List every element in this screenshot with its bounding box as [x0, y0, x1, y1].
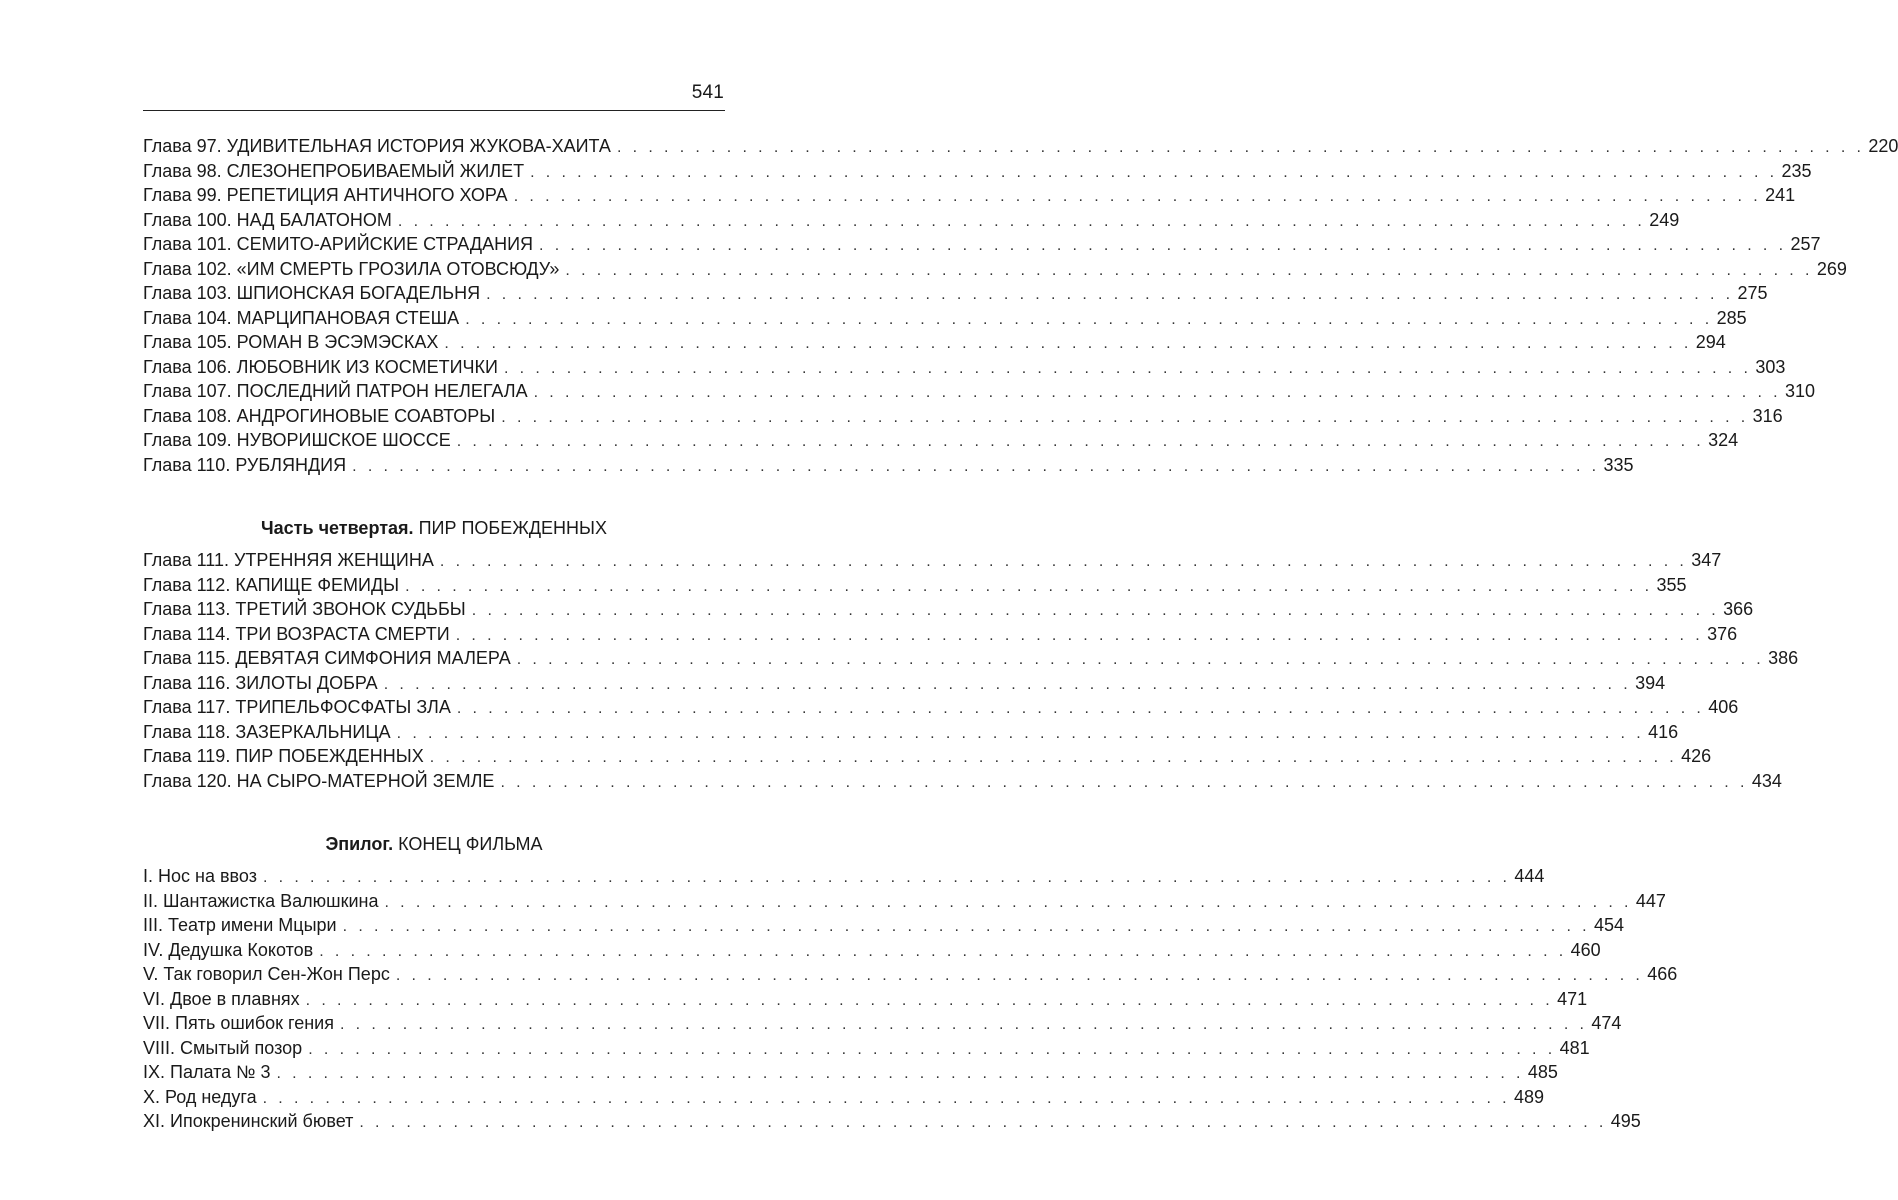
- toc-entry-page: 257: [1790, 234, 1821, 254]
- toc-entry: [143, 962, 1678, 987]
- toc-entry-title: Глава 117. ТРИПЕЛЬФОСФАТЫ ЗЛА: [143, 697, 451, 717]
- toc-entry: [143, 183, 1796, 208]
- toc-entry: [143, 404, 1783, 429]
- dot-leader: . . . . . . . . . . . . . . . . . . . . . . . . . . . . . . . . . . . . . . . . . . . . . . . . . . . . . . . . . . . . . . . . . . . . . . . . . . . . . . . .: [305, 991, 1554, 1009]
- dot-leader: . . . . . . . . . . . . . . . . . . . . . . . . . . . . . . . . . . . . . . . . . . . . . . . . . . . . . . . . . . . . . . . . . . . . . . . . . . . . . . . .: [262, 1089, 1510, 1107]
- toc-entry-title: Глава 98. СЛЕЗОНЕПРОБИВАЕМЫЙ ЖИЛЕТ: [143, 160, 525, 181]
- toc-entry-page: 454: [1594, 915, 1625, 935]
- section-label: Эпилог.: [325, 834, 394, 854]
- toc-entry-page: 269: [1816, 258, 1847, 279]
- dot-leader: . . . . . . . . . . . . . . . . . . . . . . . . . . . . . . . . . . . . . . . . . . . . . . . . . . . . . . . . . . . . . . . . . . . . . . . . . . . . . . . .: [465, 310, 1713, 328]
- toc-entry-title: Глава 104. МАРЦИПАНОВАЯ СТЕША: [143, 307, 460, 328]
- toc-section-part4: [143, 548, 1799, 793]
- toc-entry-title: VII. Пять ошибок гения: [143, 1013, 334, 1033]
- toc-entry: [143, 1011, 1622, 1036]
- toc-entry-page: 220: [1868, 136, 1898, 156]
- toc-entry: [143, 330, 1726, 355]
- dot-leader: . . . . . . . . . . . . . . . . . . . . . . . . . . . . . . . . . . . . . . . . . . . . . . . . . . . . . . . . . . . . . . . . . . . . . . . . . . . . . . . .: [429, 749, 1678, 766]
- toc-entry-page: 355: [1656, 574, 1687, 595]
- dot-leader: . . . . . . . . . . . . . . . . . . . . . . . . . . . . . . . . . . . . . . . . . . . . . . . . . . . . . . . . . . . . . . . . . . . . . . . . . . . . . . . .: [455, 626, 1704, 644]
- dot-leader: . . . . . . . . . . . . . . . . . . . . . . . . . . . . . . . . . . . . . . . . . . . . . . . . . . . . . . . . . . . . . . . . . . . . . . . . . . . . . . . .: [276, 1065, 1524, 1082]
- dot-leader: . . . . . . . . . . . . . . . . . . . . . . . . . . . . . . . . . . . . . . . . . . . . . . . . . . . . . . . . . . . . . . . . . . . . . . . . . . . . . . . .: [565, 261, 1813, 279]
- toc-entry-title: V. Так говорил Сен-Жон Перс: [143, 964, 390, 984]
- dot-leader: . . . . . . . . . . . . . . . . . . . . . . . . . . . . . . . . . . . . . . . . . . . . . . . . . . . . . . . . . . . . . . . . . . . . . . . . . . . . . . . .: [456, 433, 1705, 450]
- toc-entry-page: 460: [1570, 939, 1601, 960]
- toc-entry-page: 275: [1737, 283, 1768, 303]
- dot-leader: . . . . . . . . . . . . . . . . . . . . . . . . . . . . . . . . . . . . . . . . . . . . . . . . . . . . . . . . . . . . . . . . . . . . . . . . . . . . . . . .: [439, 553, 1688, 570]
- toc-entry-page: 474: [1591, 1013, 1622, 1033]
- dot-leader: . . . . . . . . . . . . . . . . . . . . . . . . . . . . . . . . . . . . . . . . . . . . . . . . . . . . . . . . . . . . . . . . . . . . . . . . . . . . . . . .: [500, 773, 1748, 791]
- toc-entry: [143, 573, 1687, 598]
- toc-entry-title: III. Театр имени Мцыри: [143, 915, 337, 935]
- toc-entry-page: 426: [1681, 746, 1712, 766]
- toc-entry-page: 316: [1752, 405, 1783, 426]
- toc-entry: [143, 1085, 1545, 1110]
- dot-leader: . . . . . . . . . . . . . . . . . . . . . . . . . . . . . . . . . . . . . . . . . . . . . . . . . . . . . . . . . . . . . . . . . . . . . . . . . . . . . . . .: [339, 1016, 1588, 1033]
- toc-entry: [143, 622, 1738, 647]
- toc-entry-title: VI. Двое в плавнях: [143, 988, 300, 1009]
- toc-entry-page: 303: [1755, 356, 1786, 377]
- toc-entry: [143, 355, 1786, 380]
- toc-section-part3-end: [143, 134, 1898, 477]
- toc-entry-title: Глава 112. КАПИЩЕ ФЕМИДЫ: [143, 574, 400, 595]
- dot-leader: . . . . . . . . . . . . . . . . . . . . . . . . . . . . . . . . . . . . . . . . . . . . . . . . . . . . . . . . . . . . . . . . . . . . . . . . . . . . . . . .: [456, 700, 1705, 717]
- toc-entry-title: Глава 114. ТРИ ВОЗРАСТА СМЕРТИ: [143, 623, 450, 644]
- toc-entry-title: Глава 118. ЗАЗЕРКАЛЬНИЦА: [143, 721, 391, 742]
- section-heading-epilogue: [143, 832, 725, 856]
- toc-entry: [143, 744, 1712, 769]
- toc-entry-title: Глава 116. ЗИЛОТЫ ДОБРА: [143, 672, 378, 693]
- toc-entry-page: 335: [1603, 454, 1634, 475]
- toc-entry-title: VIII. Смытый позор: [143, 1037, 303, 1058]
- dot-leader: . . . . . . . . . . . . . . . . . . . . . . . . . . . . . . . . . . . . . . . . . . . . . . . . . . . . . . . . . . . . . . . . . . . . . . . . . . . . . . . .: [308, 1040, 1556, 1058]
- toc-entry: [143, 257, 1847, 282]
- toc-entry-page: 394: [1635, 672, 1666, 693]
- toc-entry-page: 366: [1723, 599, 1754, 619]
- toc-entry-page: 466: [1647, 964, 1678, 984]
- toc-entry-title: X. Род недуга: [143, 1086, 257, 1107]
- toc-entry-page: 406: [1708, 697, 1739, 717]
- section-title: КОНЕЦ ФИЛЬМА: [398, 834, 543, 854]
- toc-entry-title: Глава 103. ШПИОНСКАЯ БОГАДЕЛЬНЯ: [143, 283, 481, 303]
- dot-leader: . . . . . . . . . . . . . . . . . . . . . . . . . . . . . . . . . . . . . . . . . . . . . . . . . . . . . . . . . . . . . . . . . . . . . . . . . . . . . . . .: [513, 188, 1762, 205]
- dot-leader: . . . . . . . . . . . . . . . . . . . . . . . . . . . . . . . . . . . . . . . . . . . . . . . . . . . . . . . . . . . . . . . . . . . . . . . . . . . . . . . .: [444, 335, 1692, 352]
- dot-leader: . . . . . . . . . . . . . . . . . . . . . . . . . . . . . . . . . . . . . . . . . . . . . . . . . . . . . . . . . . . . . . . . . . . . . . . . . . . . . . . .: [405, 577, 1653, 595]
- toc-entry: [143, 913, 1625, 938]
- dot-leader: . . . . . . . . . . . . . . . . . . . . . . . . . . . . . . . . . . . . . . . . . . . . . . . . . . . . . . . . . . . . . . . . . . . . . . . . . . . . . . . .: [262, 869, 1511, 886]
- dot-leader: . . . . . . . . . . . . . . . . . . . . . . . . . . . . . . . . . . . . . . . . . . . . . . . . . . . . . . . . . . . . . . . . . . . . . . . . . . . . . . . .: [396, 724, 1645, 742]
- toc-entry-title: Глава 99. РЕПЕТИЦИЯ АНТИЧНОГО ХОРА: [143, 185, 508, 205]
- toc-entry: [143, 864, 1545, 889]
- toc-entry-page: 489: [1514, 1086, 1545, 1107]
- dot-leader: . . . . . . . . . . . . . . . . . . . . . . . . . . . . . . . . . . . . . . . . . . . . . . . . . . . . . . . . . . . . . . . . . . . . . . . . . . . . . . . .: [471, 602, 1720, 619]
- toc-entry-title: Глава 102. «ИМ СМЕРТЬ ГРОЗИЛА ОТОВСЮДУ»: [143, 258, 560, 279]
- dot-leader: . . . . . . . . . . . . . . . . . . . . . . . . . . . . . . . . . . . . . . . . . . . . . . . . . . . . . . . . . . . . . . . . . . . . . . . . . . . . . . . .: [516, 651, 1765, 668]
- dot-leader: . . . . . . . . . . . . . . . . . . . . . . . . . . . . . . . . . . . . . . . . . . . . . . . . . . . . . . . . . . . . . . . . . . . . . . . . . . . . . . . .: [503, 359, 1752, 377]
- toc-entry-page: 481: [1559, 1037, 1590, 1058]
- toc-entry: [143, 987, 1588, 1012]
- toc-entry-page: 434: [1751, 770, 1782, 791]
- toc-entry-title: Глава 113. ТРЕТИЙ ЗВОНОК СУДЬБЫ: [143, 599, 466, 619]
- toc-entry: [143, 306, 1747, 331]
- toc-entry-page: 471: [1557, 988, 1588, 1009]
- toc-entry: [143, 548, 1722, 573]
- toc-entry-page: 376: [1707, 623, 1738, 644]
- toc-entry: [143, 720, 1679, 745]
- dot-leader: . . . . . . . . . . . . . . . . . . . . . . . . . . . . . . . . . . . . . . . . . . . . . . . . . . . . . . . . . . . . . . . . . . . . . . . . . . . . . . . .: [319, 942, 1567, 960]
- toc-entry: [143, 159, 1812, 184]
- dot-leader: . . . . . . . . . . . . . . . . . . . . . . . . . . . . . . . . . . . . . . . . . . . . . . . . . . . . . . . . . . . . . . . . . . . . . . . . . . . . . . . .: [342, 918, 1591, 935]
- toc-entry-page: 447: [1635, 890, 1666, 911]
- dot-leader: . . . . . . . . . . . . . . . . . . . . . . . . . . . . . . . . . . . . . . . . . . . . . . . . . . . . . . . . . . . . . . . . . . . . . . . . . . . . . . . .: [616, 139, 1865, 156]
- toc-entry-title: Глава 107. ПОСЛЕДНИЙ ПАТРОН НЕЛЕГАЛА: [143, 381, 528, 401]
- dot-leader: . . . . . . . . . . . . . . . . . . . . . . . . . . . . . . . . . . . . . . . . . . . . . . . . . . . . . . . . . . . . . . . . . . . . . . . . . . . . . . . .: [352, 457, 1600, 475]
- toc-entry: [143, 1060, 1558, 1085]
- toc-entry-page: 416: [1648, 721, 1679, 742]
- toc-entry: [143, 646, 1799, 671]
- toc-entry-title: IX. Палата № 3: [143, 1062, 271, 1082]
- toc-entry: [143, 1036, 1590, 1061]
- toc-entry: [143, 379, 1816, 404]
- toc-entry: [143, 428, 1739, 453]
- toc-entry: [143, 769, 1782, 794]
- toc-entry-title: Глава 110. РУБЛЯНДИЯ: [143, 454, 347, 475]
- toc-entry-title: Глава 119. ПИР ПОБЕЖДЕННЫХ: [143, 746, 424, 766]
- toc-entry-page: 386: [1768, 648, 1799, 668]
- toc-entry: [143, 232, 1821, 257]
- toc-entry-title: Глава 105. РОМАН В ЭСЭМЭСКАХ: [143, 332, 439, 352]
- dot-leader: . . . . . . . . . . . . . . . . . . . . . . . . . . . . . . . . . . . . . . . . . . . . . . . . . . . . . . . . . . . . . . . . . . . . . . . . . . . . . . . .: [383, 675, 1632, 693]
- toc-entry-title: Глава 109. НУВОРИШСКОЕ ШОССЕ: [143, 430, 451, 450]
- toc-entry-page: 310: [1785, 381, 1816, 401]
- dot-leader: . . . . . . . . . . . . . . . . . . . . . . . . . . . . . . . . . . . . . . . . . . . . . . . . . . . . . . . . . . . . . . . . . . . . . . . . . . . . . . . .: [530, 163, 1778, 181]
- toc-entry-title: Глава 97. УДИВИТЕЛЬНАЯ ИСТОРИЯ ЖУКОВА-ХАИТА: [143, 136, 611, 156]
- toc-entry: [143, 597, 1754, 622]
- dot-leader: . . . . . . . . . . . . . . . . . . . . . . . . . . . . . . . . . . . . . . . . . . . . . . . . . . . . . . . . . . . . . . . . . . . . . . . . . . . . . . . .: [501, 408, 1749, 426]
- dot-leader: . . . . . . . . . . . . . . . . . . . . . . . . . . . . . . . . . . . . . . . . . . . . . . . . . . . . . . . . . . . . . . . . . . . . . . . . . . . . . . . .: [384, 893, 1632, 911]
- toc-entry: [143, 1109, 1641, 1134]
- section-title: ПИР ПОБЕЖДЕННЫХ: [418, 518, 607, 538]
- toc-entry: [143, 671, 1666, 696]
- toc-entry-title: Глава 108. АНДРОГИНОВЫЕ СОАВТОРЫ: [143, 405, 496, 426]
- section-label: Часть четвертая.: [261, 518, 414, 538]
- toc-entry-page: 495: [1610, 1111, 1641, 1131]
- toc-entry-page: 241: [1765, 185, 1796, 205]
- dot-leader: . . . . . . . . . . . . . . . . . . . . . . . . . . . . . . . . . . . . . . . . . . . . . . . . . . . . . . . . . . . . . . . . . . . . . . . . . . . . . . . .: [359, 1114, 1607, 1131]
- toc-entry-page: 347: [1691, 550, 1722, 570]
- toc-entry-title: Глава 120. НА СЫРО-МАТЕРНОЙ ЗЕМЛЕ: [143, 770, 495, 791]
- page-number: 541: [691, 82, 724, 103]
- toc-entry-title: Глава 111. УТРЕННЯЯ ЖЕНЩИНА: [143, 550, 434, 570]
- toc-entry: [143, 208, 1680, 233]
- toc-entry-title: XI. Ипокренинский бювет: [143, 1111, 354, 1131]
- toc-entry: [143, 889, 1666, 914]
- dot-leader: . . . . . . . . . . . . . . . . . . . . . . . . . . . . . . . . . . . . . . . . . . . . . . . . . . . . . . . . . . . . . . . . . . . . . . . . . . . . . . . .: [533, 384, 1782, 401]
- header-rule: [143, 110, 725, 111]
- toc-entry-page: 324: [1708, 430, 1739, 450]
- toc-entry-title: Глава 115. ДЕВЯТАЯ СИМФОНИЯ МАЛЕРА: [143, 648, 511, 668]
- toc-entry: [143, 695, 1739, 720]
- toc-entry-title: IV. Дедушка Кокотов: [143, 939, 314, 960]
- toc-entry: [143, 938, 1601, 963]
- toc-entry-page: 235: [1781, 160, 1812, 181]
- toc-entry: [143, 281, 1768, 306]
- toc-section-epilogue: [143, 864, 1678, 1134]
- toc-entry: [143, 453, 1634, 478]
- toc-entry-title: II. Шантажистка Валюшкина: [143, 890, 379, 911]
- section-heading-part4: [143, 516, 725, 540]
- dot-leader: . . . . . . . . . . . . . . . . . . . . . . . . . . . . . . . . . . . . . . . . . . . . . . . . . . . . . . . . . . . . . . . . . . . . . . . . . . . . . . . .: [486, 286, 1734, 303]
- dot-leader: . . . . . . . . . . . . . . . . . . . . . . . . . . . . . . . . . . . . . . . . . . . . . . . . . . . . . . . . . . . . . . . . . . . . . . . . . . . . . . . .: [395, 967, 1644, 984]
- toc-entry-page: 249: [1649, 209, 1680, 230]
- table-of-contents: [143, 134, 1898, 1134]
- toc-entry: [143, 134, 1898, 159]
- toc-entry-title: I. Нос на ввоз: [143, 866, 257, 886]
- dot-leader: . . . . . . . . . . . . . . . . . . . . . . . . . . . . . . . . . . . . . . . . . . . . . . . . . . . . . . . . . . . . . . . . . . . . . . . . . . . . . . . .: [397, 212, 1646, 230]
- toc-entry-page: 485: [1527, 1062, 1558, 1082]
- toc-entry-page: 294: [1695, 332, 1726, 352]
- toc-entry-title: Глава 100. НАД БАЛАТОНОМ: [143, 209, 392, 230]
- toc-entry-title: Глава 101. СЕМИТО-АРИЙСКИЕ СТРАДАНИЯ: [143, 234, 534, 254]
- toc-entry-page: 444: [1514, 866, 1545, 886]
- toc-entry-page: 285: [1716, 307, 1747, 328]
- dot-leader: . . . . . . . . . . . . . . . . . . . . . . . . . . . . . . . . . . . . . . . . . . . . . . . . . . . . . . . . . . . . . . . . . . . . . . . . . . . . . . . .: [539, 237, 1787, 254]
- toc-entry-title: Глава 106. ЛЮБОВНИК ИЗ КОСМЕТИЧКИ: [143, 356, 498, 377]
